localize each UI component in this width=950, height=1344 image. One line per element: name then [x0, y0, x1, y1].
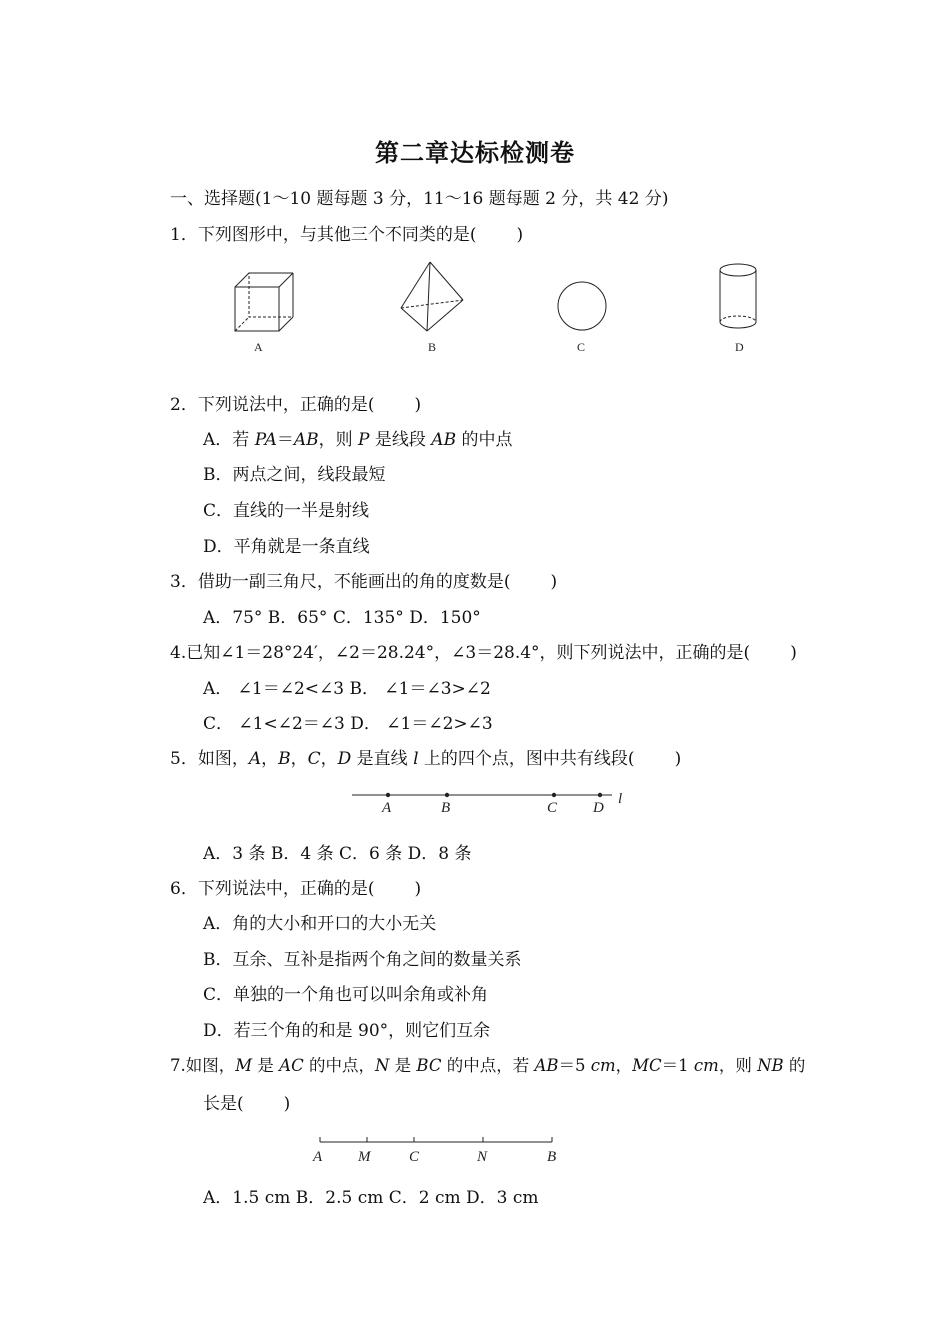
q6-option-b: B．互余、互补是指两个角之间的数量关系 [203, 950, 522, 970]
figure-label-b: B [428, 340, 437, 354]
q4-options-row-2: C． ∠1<∠2＝∠3 D． ∠1＝∠2>∠3 [203, 714, 493, 734]
point-b [445, 793, 449, 797]
question-6: 6．下列说法中，正确的是( ) [170, 879, 422, 899]
q6-option-c: C．单独的一个角也可以叫余角或补角 [203, 985, 489, 1005]
point-c [552, 793, 556, 797]
question-4: 4.已知∠1＝28°24′，∠2＝28.24°，∠3＝28.4°，则下列说法中，正确的是( ) [170, 643, 797, 663]
point-label-d: D [593, 800, 604, 816]
question-7: 7.如图，M 是 AC 的中点，N 是 BC 的中点，若 AB＝5 cm，MC＝1 cm，则 NB 的 [170, 1056, 806, 1075]
q5-line-figure [350, 785, 640, 820]
q2-option-c: C．直线的一半是射线 [203, 501, 370, 521]
point-label-a: A [313, 1149, 323, 1165]
q7-segment-figure [305, 1133, 575, 1173]
point-label-b: B [441, 800, 451, 816]
question-2: 2．下列说法中，正确的是( ) [170, 395, 422, 415]
cylinder-figure [720, 264, 756, 328]
figure-label-d: D [735, 340, 744, 354]
q4-options-row-1: A． ∠1＝∠2<∠3 B． ∠1＝∠3>∠2 [203, 679, 491, 699]
page-title: 第二章达标检测卷 [375, 138, 575, 167]
question-1: 1．下列图形中，与其他三个不同类的是( ) [170, 225, 524, 245]
point-label-m: M [358, 1149, 371, 1165]
figure-label-c: C [577, 340, 586, 354]
point-label-b: B [547, 1149, 557, 1165]
question-5: 5．如图，A，B，C，D 是直线 l 上的四个点，图中共有线段( ) [170, 749, 682, 769]
q7-options: A．1.5 cm B．2.5 cm C．2 cm D．3 cm [203, 1188, 539, 1208]
q1-figure [220, 255, 780, 360]
point-label-c: C [409, 1149, 420, 1165]
point-label-c: C [547, 800, 558, 816]
circle-figure [558, 282, 606, 330]
cube-figure [235, 273, 293, 331]
q5-options: A．3 条 B．4 条 C．6 条 D．8 条 [203, 844, 472, 864]
q3-options: A．75° B．65° C．135° D．150° [203, 608, 481, 628]
section-heading: 一、选择题(1～10 题每题 3 分，11～16 题每题 2 分，共 42 分) [170, 189, 669, 209]
question-7-line-2: 长是( ) [203, 1094, 291, 1114]
tetrahedron-figure [401, 262, 463, 331]
q2-option-a: A．若 PA＝AB，则 P 是线段 AB 的中点 [203, 430, 513, 450]
q2-option-d: D．平角就是一条直线 [203, 537, 370, 557]
q6-option-d: D．若三个角的和是 90°，则它们互余 [203, 1021, 491, 1041]
line-label-l: l [618, 791, 623, 807]
point-label-n: N [477, 1149, 488, 1165]
point-d [598, 793, 602, 797]
q2-option-b: B．两点之间，线段最短 [203, 465, 386, 485]
point-a [386, 793, 390, 797]
q6-option-a: A．角的大小和开口的大小无关 [203, 914, 437, 934]
figure-label-a: A [254, 340, 263, 354]
point-label-a: A [382, 800, 392, 816]
question-3: 3．借助一副三角尺，不能画出的角的度数是( ) [170, 572, 558, 592]
